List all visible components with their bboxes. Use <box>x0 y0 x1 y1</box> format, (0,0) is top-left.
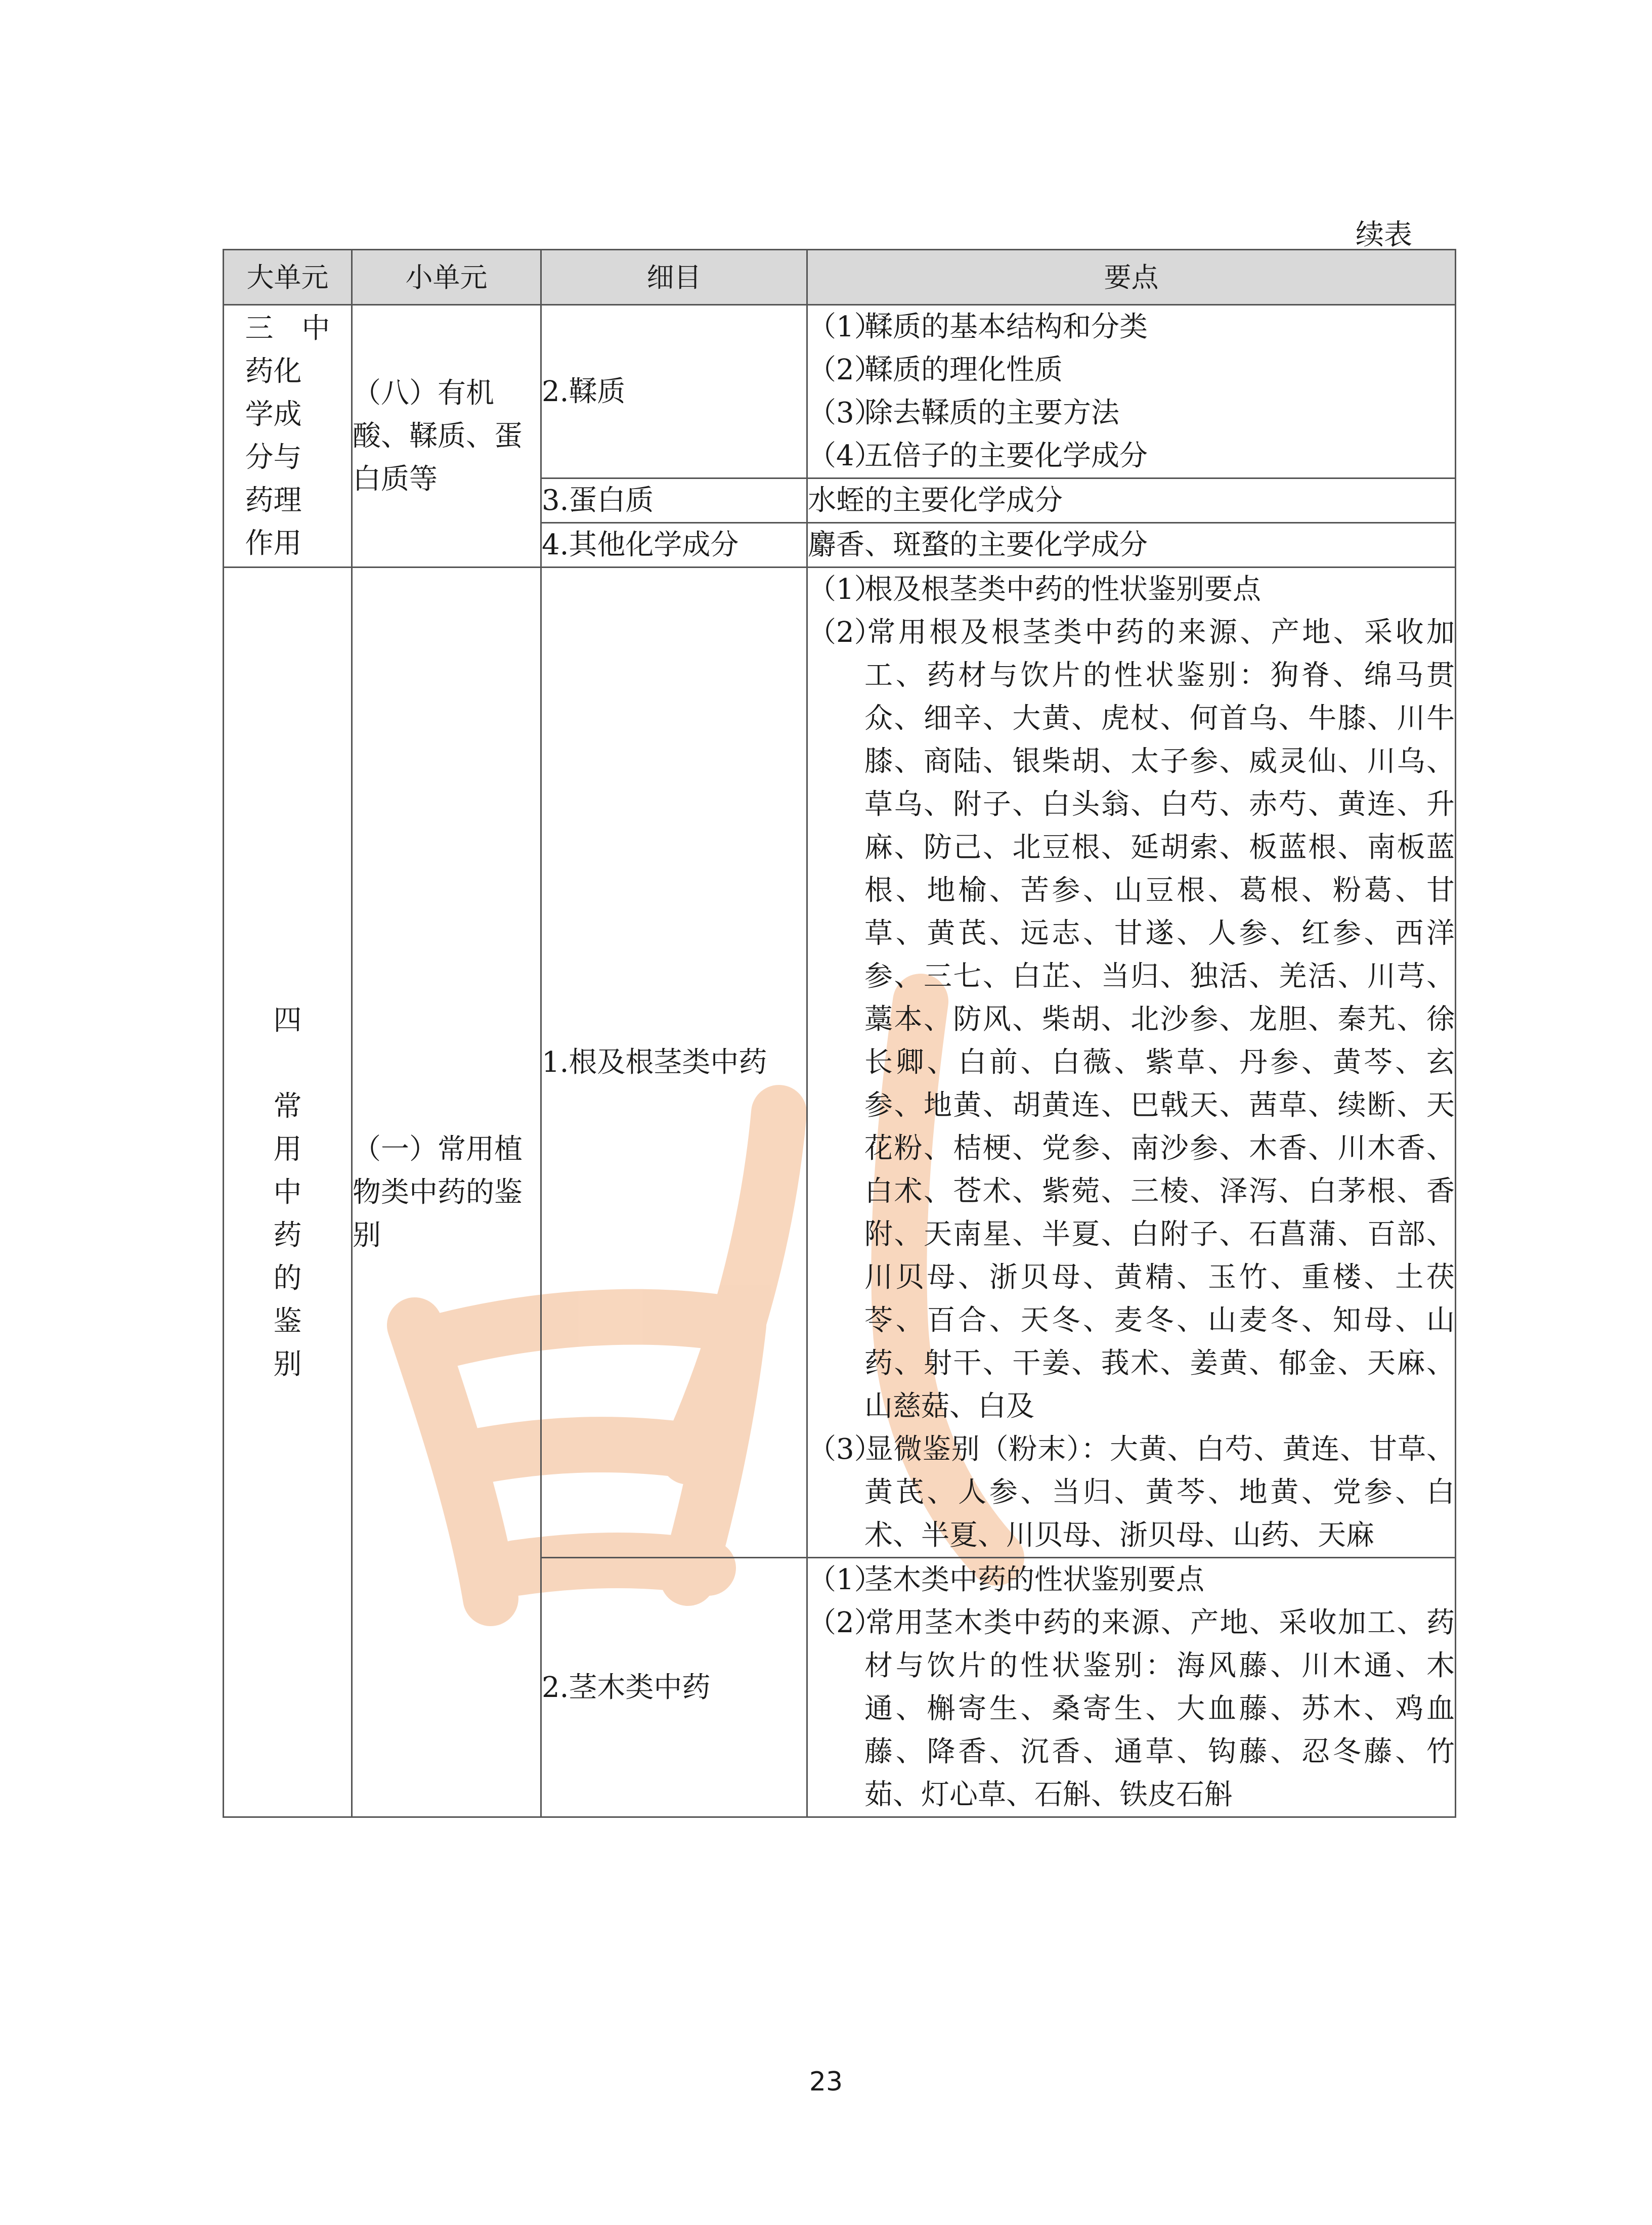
detail-label: 3.蛋白质 <box>542 484 654 517</box>
header-major-unit: 大单元 <box>224 250 352 305</box>
minor-unit-cell <box>352 305 541 568</box>
header-minor-unit: 小单元 <box>352 250 541 305</box>
key-point: （2）鞣质的理化性质 <box>808 354 1063 386</box>
syllabus-table <box>223 249 1456 1818</box>
major-unit-label: 三 中 药化 学成 分与 药理 作用 <box>245 312 330 560</box>
major-unit-cell <box>224 568 352 1817</box>
detail-label: 4.其他化学成分 <box>542 529 739 561</box>
key-points-cell <box>807 305 1456 478</box>
table-row <box>224 568 1456 1558</box>
key-point: （1）鞣质的基本结构和分类 <box>808 311 1148 343</box>
detail-cell <box>541 478 807 523</box>
key-point: （2）常用茎木类中药的来源、产地、采收加工、药材与饮片的性状鉴别：海风藤、川木通、木通、槲寄生、桑寄生、大血藤、苏木、鸡血藤、降香、沉香、通草、钩藤、忍冬藤、竹茹、灯心草、石斛、铁皮石斛 <box>808 1606 1455 1811</box>
key-point: （1）茎木类中药的性状鉴别要点 <box>808 1563 1204 1596</box>
key-point: （3）除去鞣质的主要方法 <box>808 397 1119 429</box>
table-header-row <box>224 250 1456 305</box>
minor-unit-label: （八）有机酸、鞣质、蛋白质等 <box>353 376 523 496</box>
key-point: 麝香、斑蝥的主要化学成分 <box>808 529 1148 561</box>
continued-table-label: 续表 <box>1356 219 1412 251</box>
header-detail: 细目 <box>541 250 807 305</box>
detail-label: 1.根及根茎类中药 <box>542 1046 767 1079</box>
detail-cell <box>541 1558 807 1817</box>
detail-label: 2.茎木类中药 <box>542 1671 711 1704</box>
page-number: 23 <box>809 2067 843 2097</box>
detail-label: 2.鞣质 <box>542 375 626 408</box>
key-points-cell <box>807 523 1456 568</box>
key-points-cell <box>807 478 1456 523</box>
key-point: （1）根及根茎类中药的性状鉴别要点 <box>808 573 1261 606</box>
key-point: （4）五倍子的主要化学成分 <box>808 440 1148 472</box>
major-unit-label: 四 常 用 中 药 的 鉴 别 <box>273 1004 302 1381</box>
key-point: 水蛭的主要化学成分 <box>808 484 1063 517</box>
table-row <box>224 305 1456 478</box>
detail-cell <box>541 568 807 1558</box>
key-point: （3）显微鉴别（粉末）：大黄、白芍、黄连、甘草、黄芪、人参、当归、黄芩、地黄、党参、白术、半夏、川贝母、浙贝母、山药、天麻 <box>808 1433 1455 1552</box>
major-unit-cell <box>224 305 352 568</box>
detail-cell <box>541 523 807 568</box>
header-key-points: 要点 <box>807 250 1456 305</box>
detail-cell <box>541 305 807 478</box>
key-points-cell <box>807 568 1456 1558</box>
minor-unit-label: （一）常用植物类中药的鉴别 <box>353 1132 523 1252</box>
key-point: （2）常用根及根茎类中药的来源、产地、采收加工、药材与饮片的性状鉴别：狗脊、绵马贯众、细辛、大黄、虎杖、何首乌、牛膝、川牛膝、商陆、银柴胡、太子参、威灵仙、川乌、草乌、附子、白头翁、白芍、赤芍、黄连、升麻、防己、北豆根、延胡索、板蓝根、南板蓝根、地榆、苦参、山豆根、葛根、粉葛、甘草、黄芪、远志、甘遂、人参、红参、西洋参、三七、白芷、当归、独活、羌活、川芎、藁本、防风、柴胡、北沙参、龙胆、秦艽、徐长卿、白前、白薇、紫草、丹参、黄芩、玄参、地黄、胡黄连、巴戟天、茜草、续断、天花粉、桔梗、党参、南沙参、木香、川木香、白术、苍术、紫菀、三棱、泽泻、白茅根、香附、天南星、半夏、白附子、石菖蒲、百部、川贝母、浙贝母、黄精、玉竹、重楼、土茯苓、百合、天冬、麦冬、山麦冬、知母、山药、射干、干姜、莪术、姜黄、郁金、天麻、山慈菇、白及 <box>808 616 1455 1423</box>
minor-unit-cell <box>352 568 541 1817</box>
key-points-cell <box>807 1558 1456 1817</box>
